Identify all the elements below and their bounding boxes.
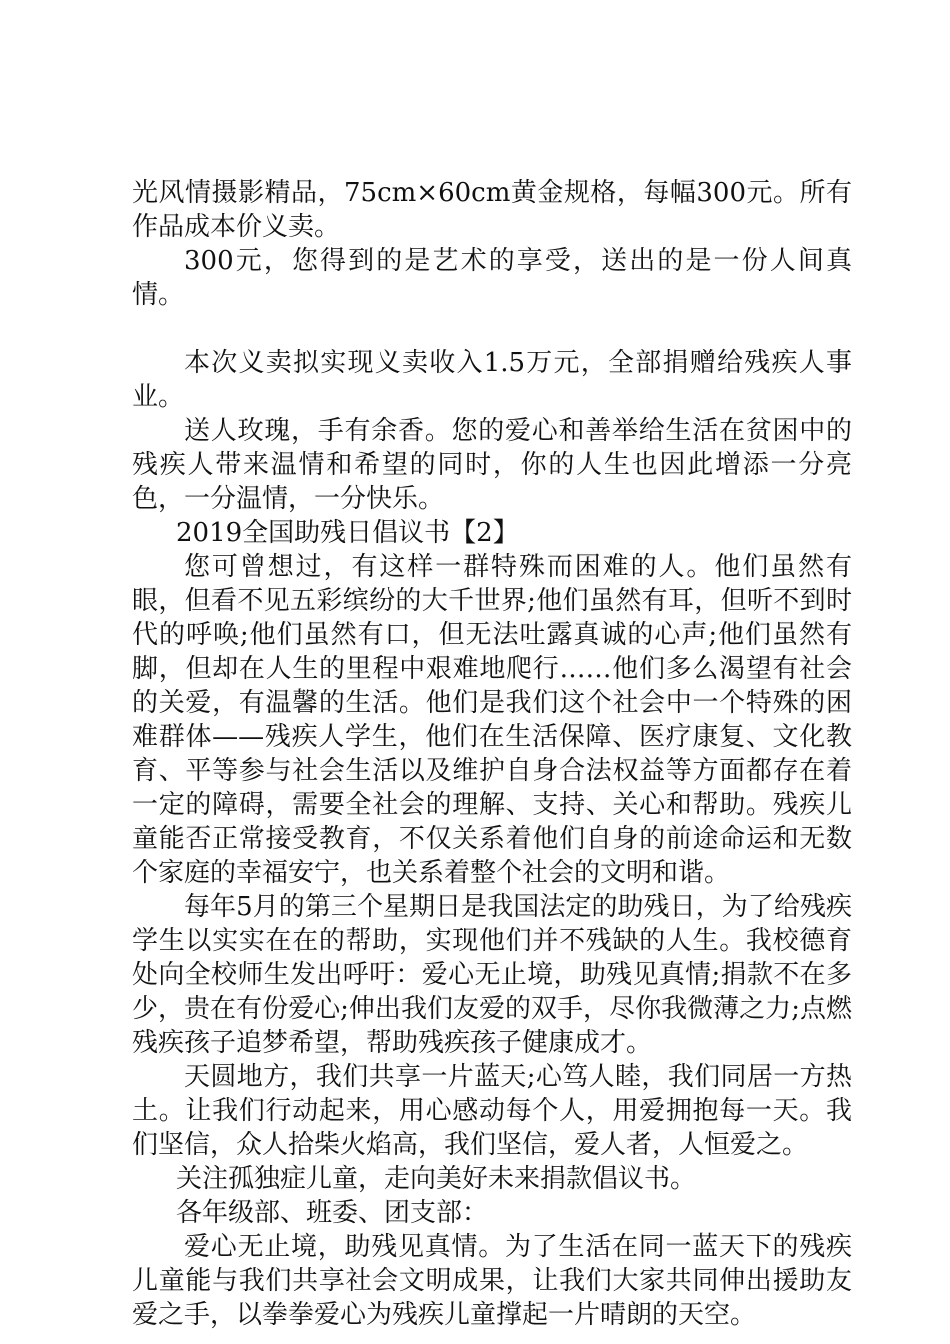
paragraph-photo-sale: 光风情摄影精品，75cm×60cm黄金规格，每幅300元。所有作品成本价义卖。 <box>132 178 852 242</box>
paragraph-sale-target: 本次义卖拟实现义卖收入1.5万元，全部捐赠给残疾人事业。 <box>132 348 852 412</box>
paragraph-call-to-action: 爱心无止境，助残见真情。为了生活在同一蓝天下的残疾儿童能与我们共享社会文明成果，让我们大家共同伸出援助友爱之手，以拳拳爱心为残疾儿童撑起一片晴朗的天空。 <box>132 1232 852 1330</box>
paragraph-autism-title: 关注孤独症儿童，走向美好未来捐款倡议书。 <box>176 1164 697 1194</box>
section-heading-proposal-2: 2019全国助残日倡议书【2】 <box>176 518 519 548</box>
paragraph-art-enjoyment: 300元，您得到的是艺术的享受，送出的是一份人间真情。 <box>132 246 852 310</box>
document-body <box>132 176 852 1332</box>
paragraph-shared-sky: 天圆地方，我们共享一片蓝天;心笃人睦，我们同居一方热土。让我们行动起来，用心感动每个人，用爱拥抱每一天。我们坚信，众人拾柴火焰高，我们坚信，爱人者，人恒爱之。 <box>132 1062 852 1160</box>
paragraph-disability-day: 每年5月的第三个星期日是我国法定的助残日，为了给残疾学生以实实在在的帮助，实现他们并不残缺的人生。我校德育处向全校师生发出呼吁：爱心无止境，助残见真情;捐款不在多少，贵在有份爱心;伸出我们友爱的双手，尽你我微薄之力;点燃残疾孩子追梦希望，帮助残疾孩子健康成才。 <box>132 892 852 1058</box>
paragraph-roses: 送人玫瑰，手有余香。您的爱心和善举给生活在贫困中的残疾人带来温情和希望的同时，你的人生也因此增添一分亮色，一分温情，一分快乐。 <box>132 416 852 514</box>
paragraph-salutation: 各年级部、班委、团支部： <box>176 1198 489 1228</box>
paragraph-special-group: 您可曾想过，有这样一群特殊而困难的人。他们虽然有眼，但看不见五彩缤纷的大千世界;他们虽然有耳，但听不到时代的呼唤;他们虽然有口，但无法吐露真诚的心声;他们虽然有脚，但却在人生的里程中艰难地爬行……他们多么渴望有社会的关爱，有温馨的生活。他们是我们这个社会中一个特殊的困难群体——残疾人学生，他们在生活保障、医疗康复、文化教育、平等参与社会生活以及维护自身合法权益等方面都存在着一定的障碍，需要全社会的理解、支持、关心和帮助。残疾儿童能否正常接受教育，不仅关系着他们自身的前途命运和无数个家庭的幸福安宁，也关系着整个社会的文明和谐。 <box>132 552 852 888</box>
